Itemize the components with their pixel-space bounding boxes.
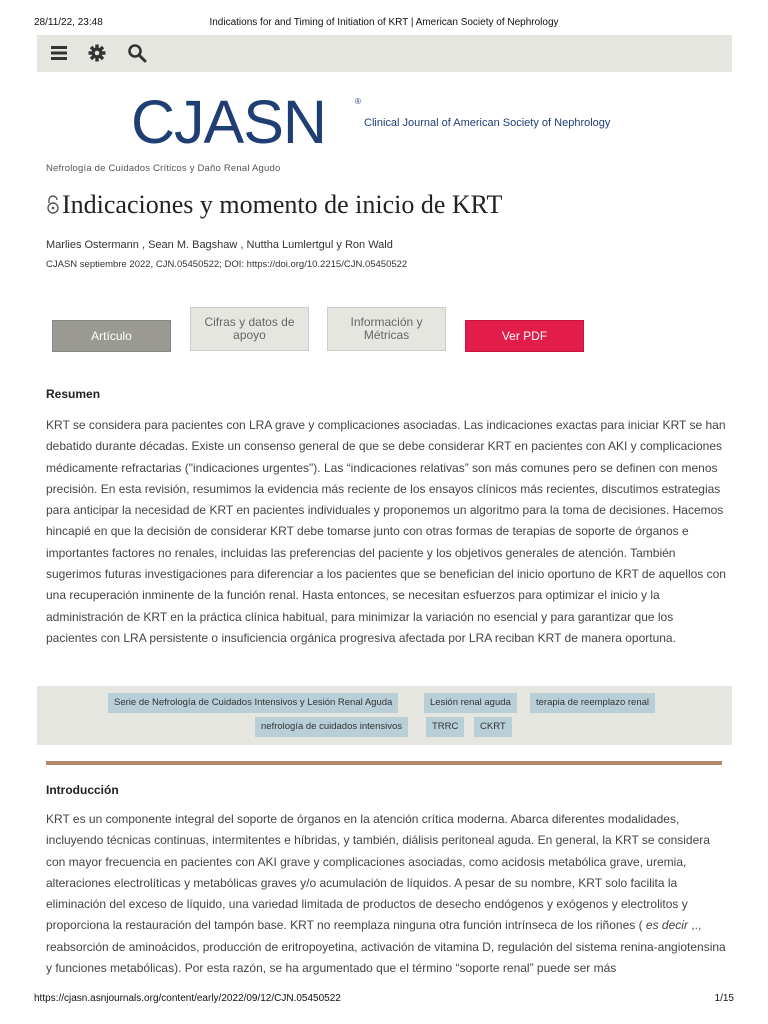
author-list[interactable]: Marlies Ostermann , Sean M. Bagshaw , Nuttha Lumlertgul y Ron Wald	[46, 239, 393, 251]
keyword-tags	[37, 686, 732, 745]
abstract-heading: Resumen	[46, 387, 101, 401]
article-title: Indicaciones y momento de inicio de KRT	[62, 190, 503, 219]
tab-figures[interactable]	[190, 307, 309, 351]
logo-registered: ®	[355, 97, 361, 106]
open-access-icon	[46, 192, 60, 222]
print-header	[34, 17, 734, 31]
search-icon[interactable]	[127, 43, 147, 63]
section-divider	[46, 761, 722, 765]
tab-info-metrics[interactable]	[327, 307, 446, 351]
tab-info-label: Información y Métricas	[350, 315, 423, 342]
menu-icon[interactable]	[49, 43, 69, 63]
logo-text: CJASN	[131, 88, 326, 156]
tag-item[interactable]: nefrología de cuidados intensivos	[255, 717, 408, 737]
tag-item[interactable]: Lesión renal aguda	[424, 693, 517, 713]
tab-figures-label: Cifras y datos de apoyo	[204, 315, 295, 342]
print-footer	[34, 993, 734, 1007]
intro-text-em: es decir	[645, 918, 688, 933]
view-pdf-button[interactable]	[465, 320, 584, 352]
tab-article-label: Artículo	[91, 328, 132, 343]
intro-text	[46, 809, 726, 979]
tag-item[interactable]: terapia de reemplazo renal	[530, 693, 655, 713]
tab-article[interactable]	[52, 320, 171, 352]
intro-text-b: ,., reabsorción de aminoácidos, producción de eritropoyetina, activación de vitamina D, regulación del sistema renina-angiotensina y funciones metabólicas). Por esta razón, se ha argumentado que el término “soporte renal” puede ser más	[46, 918, 726, 976]
tag-item[interactable]: Serie de Nefrología de Cuidados Intensivos y Lesión Renal Aguda	[108, 693, 398, 713]
intro-heading: Introducción	[46, 783, 119, 797]
intro-text-a: KRT es un componente integral del soporte de órganos en la atención crítica moderna. Abarca diferentes modalidades, incluyendo técnicas continuas, intermitentes e híbridas, y también, diálisis peritoneal aguda. En general, la KRT se considera con mayor frecuencia en pacientes con AKI grave y complicaciones asociadas, como acidosis metabólica grave, uremia, alteraciones electrolíticas y metabólicas graves y/o acumulación de líquidos. A pesar de su nombre, KRT solo facilita la eliminación del exceso de líquido, una variedad limitada de productos de desecho endógenos y exógenos y electrolitos y proporciona la restauración del tampón base. KRT no reemplaza ninguna otra función intrínseca de los riñones (	[46, 812, 710, 933]
abstract-text: KRT se considera para pacientes con LRA grave y complicaciones asociadas. Las indicaciones exactas para iniciar KRT se han debatido durante décadas. Existe un consenso general de que se debe considerar KRT en pacientes con AKI y complicaciones médicamente refractarias ("indicaciones urgentes"). Las “indicaciones relativas” son más comunes pero se definen con menos precisión. En esta revisión, resumimos la evidencia más reciente de los ensayos clínicos más recientes, discutimos estrategias para anticipar la necesidad de KRT en pacientes individuales y proponemos un algoritmo para la toma de decisiones. Hacemos hincapié en que la decisión de considerar KRT debe tomarse junto con otras formas de terapias de soporte de órganos e importantes factores no renales, incluidas las preferencias del paciente y los objetivos generales de atención. También sugerimos futuras investigaciones para diferenciar a los pacientes que se benefician del inicio oportuno de KRT de aquellos con una recuperación inminente de la función renal. Hasta entonces, se necesitan esfuerzos para optimizar el inicio y la administración de KRT en la práctica clínica habitual, para minimizar la variación no esencial y para garantizar que los pacientes con LRA persistente o insuficiencia orgánica progresiva afectada por LRA reciban KRT de manera oportuna.	[46, 418, 726, 645]
tag-item[interactable]: TRRC	[426, 717, 464, 737]
print-page-number: 1/15	[714, 993, 734, 1004]
citation-line: CJASN septiembre 2022, CJN.05450522; DOI: https://doi.org/10.2215/CJN.05450522	[46, 259, 408, 270]
logo-subtitle: Clinical Journal of American Society of Nephrology	[364, 117, 611, 129]
article-category[interactable]: Nefrología de Cuidados Críticos y Daño Renal Agudo	[46, 163, 281, 174]
view-pdf-label: Ver PDF	[501, 328, 548, 343]
page-title	[46, 190, 502, 222]
print-url: https://cjasn.asnjournals.org/content/early/2022/09/12/CJN.05450522	[34, 993, 341, 1004]
gear-icon[interactable]	[87, 43, 107, 63]
print-title: Indications for and Timing of Initiation of KRT | American Society of Nephrology	[209, 17, 559, 28]
tag-item[interactable]: CKRT	[474, 717, 512, 737]
print-date: 28/11/22, 23:48	[34, 17, 103, 28]
top-toolbar	[37, 35, 732, 72]
